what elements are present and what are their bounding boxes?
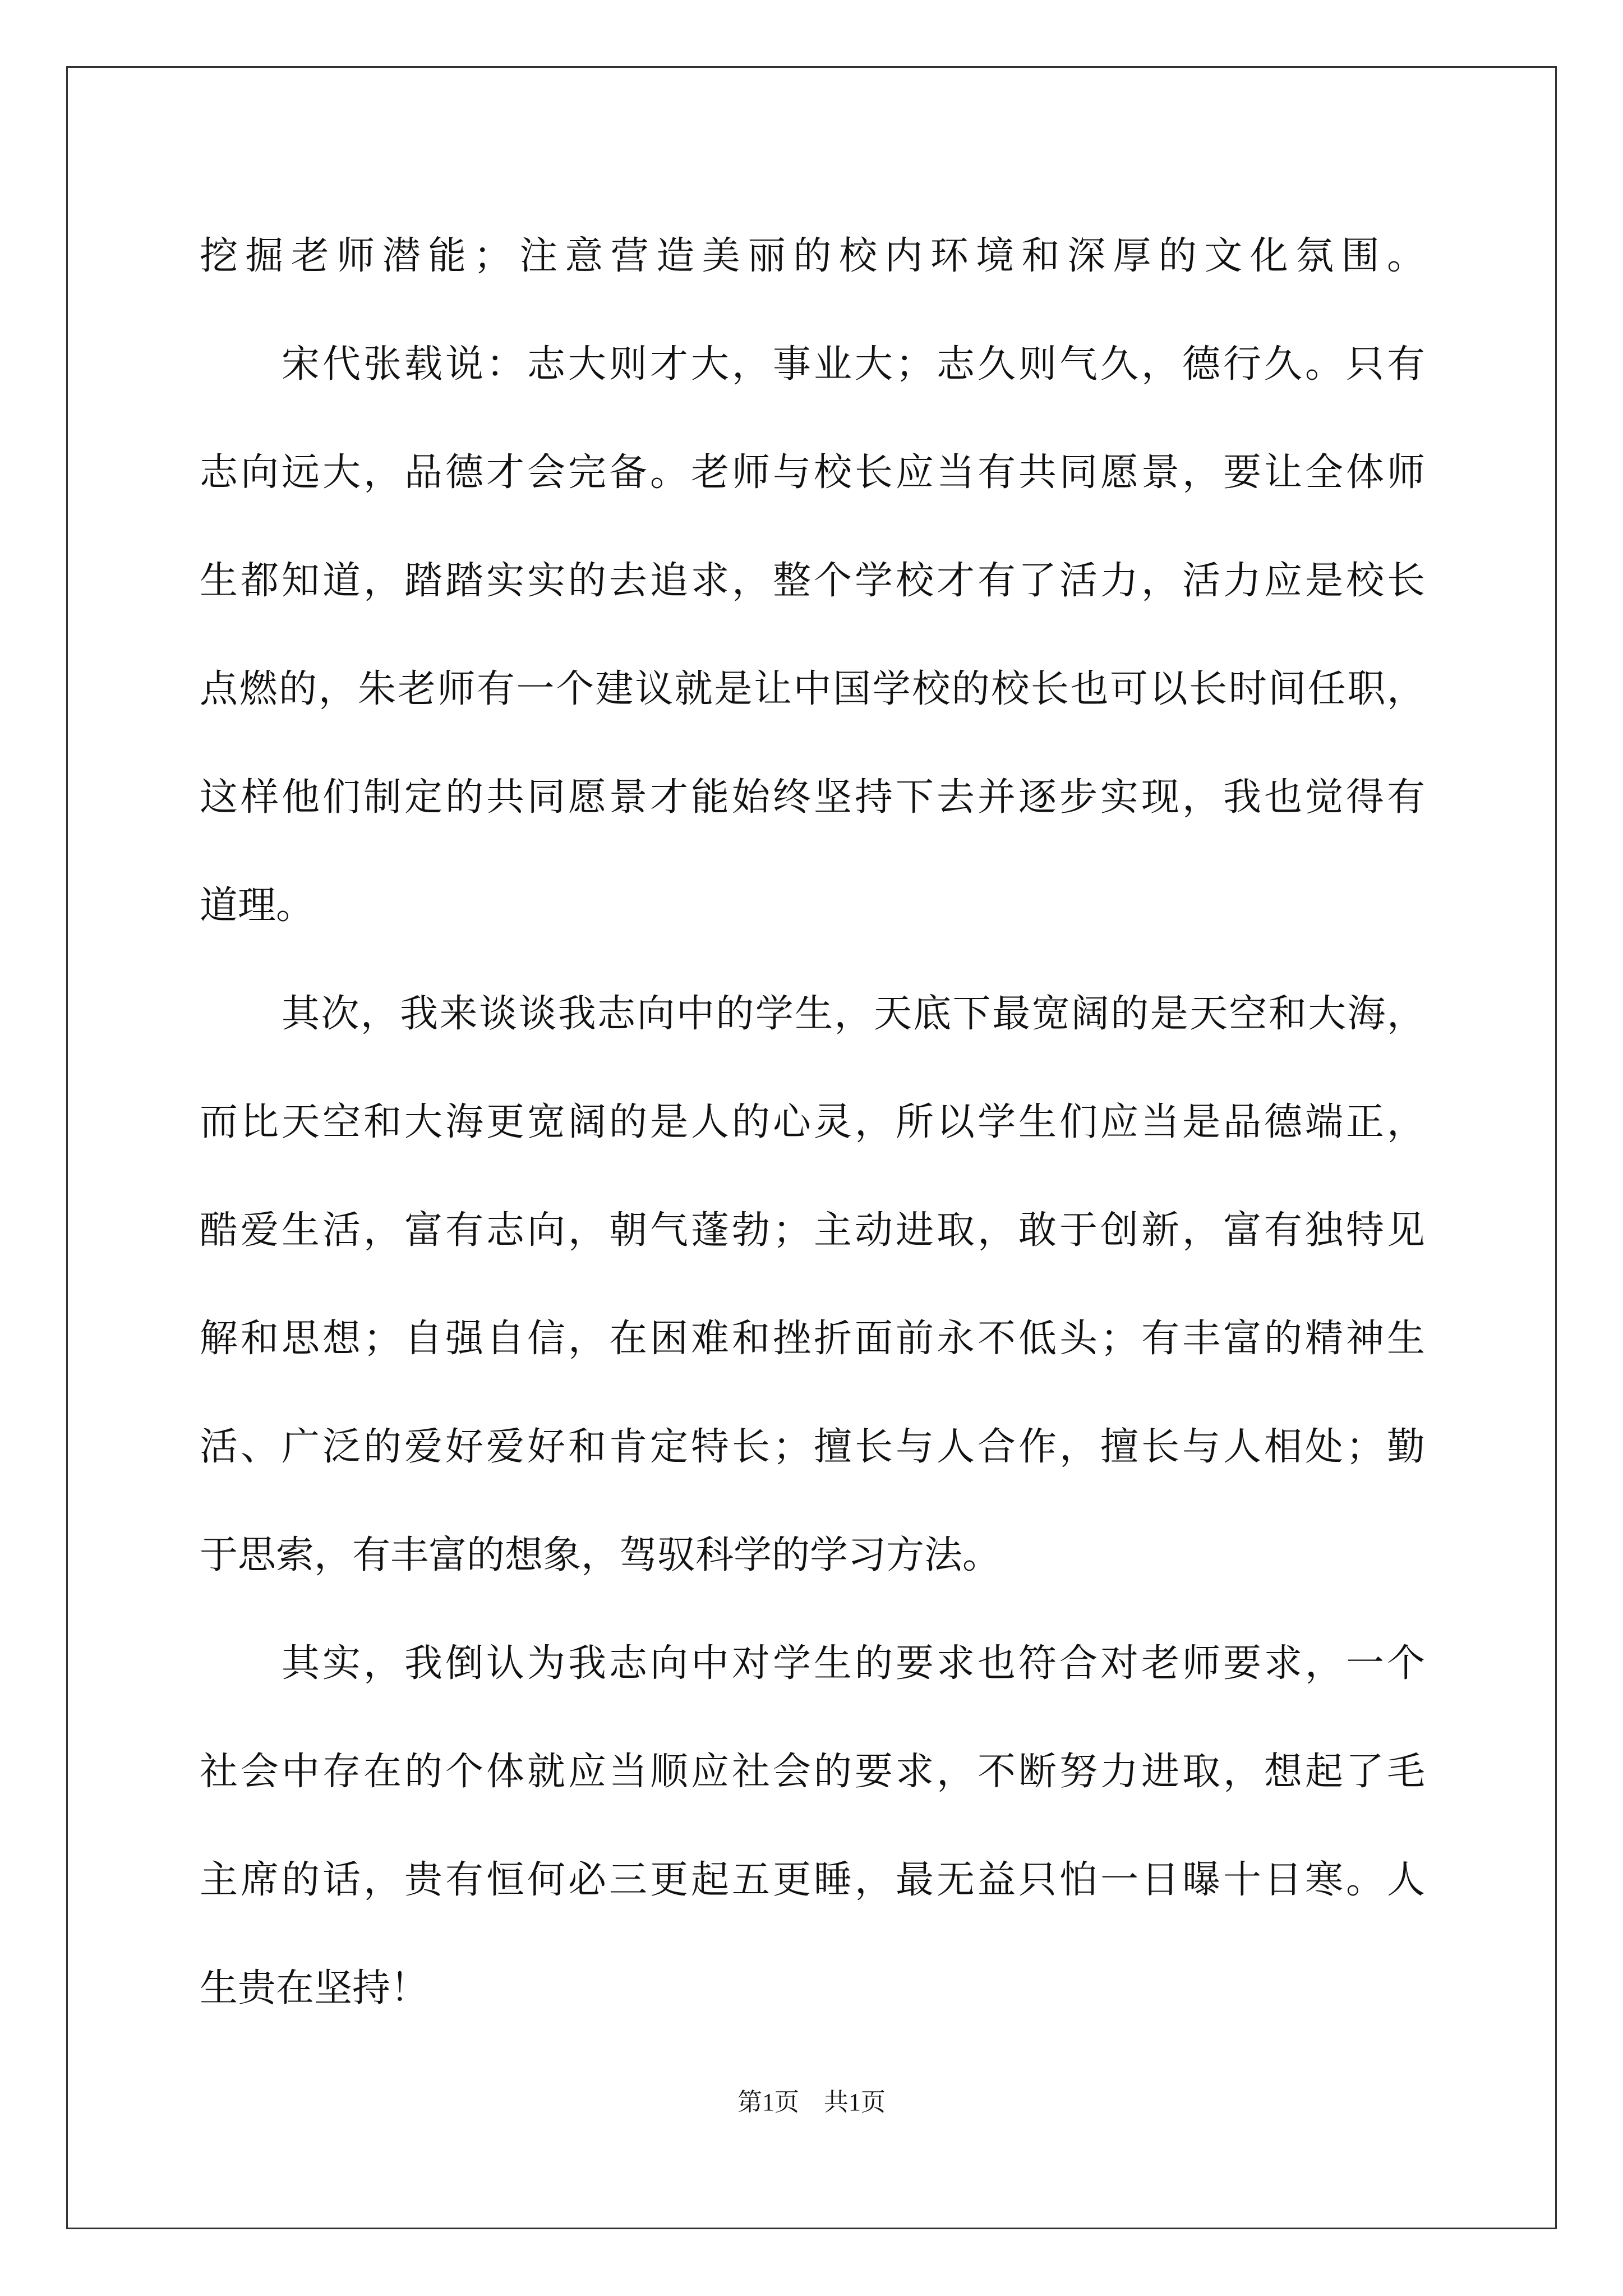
text-line: 点燃的，朱老师有一个建议就是让中国学校的校长也可以长时间任职， [200,667,1425,711]
text-line: 生贵在坚持！ [200,1966,429,2010]
text-line: 于思索，有丰富的想象，驾驭科学的学习方法。 [200,1533,1001,1577]
text-line: 酷爱生活，富有志向，朝气蓬勃；主动进取，敢于创新，富有独特见 [200,1208,1425,1253]
text-line: 生都知道，踏踏实实的去追求，整个学校才有了活力，活力应是校长 [200,559,1425,603]
text-line: 宋代张载说：志大则才大，事业大；志久则气久，德行久。只有 [282,342,1425,386]
text-line: 主席的话，贵有恒何必三更起五更睡，最无益只怕一日曝十日寒。人 [200,1858,1425,1902]
text-line: 道理。 [200,884,315,928]
text-line: 这样他们制定的共同愿景才能始终坚持下去并逐步实现，我也觉得有 [200,775,1425,820]
document-body [200,202,1425,2042]
text-line: 其实，我倒认为我志向中对学生的要求也符合对老师要求，一个 [282,1641,1425,1686]
text-line: 活、广泛的爱好爱好和肯定特长；擅长与人合作，擅长与人相处；勤 [200,1425,1425,1469]
text-line: 社会中存在的个体就应当顺应社会的要求，不断努力进取，想起了毛 [200,1750,1425,1794]
text-line: 挖掘老师潜能；注意营造美丽的校内环境和深厚的文化氛围。 [200,234,1425,278]
text-line: 其次，我来谈谈我志向中的学生，天底下最宽阔的是天空和大海， [282,992,1425,1036]
text-line: 志向远大，品德才会完备。老师与校长应当有共同愿景，要让全体师 [200,450,1425,495]
text-line: 解和思想；自强自信，在困难和挫折面前永不低头；有丰富的精神生 [200,1317,1425,1361]
page-number-footer: 第1页 共1页 [737,2088,886,2116]
text-line: 而比天空和大海更宽阔的是人的心灵，所以学生们应当是品德端正， [200,1100,1425,1144]
